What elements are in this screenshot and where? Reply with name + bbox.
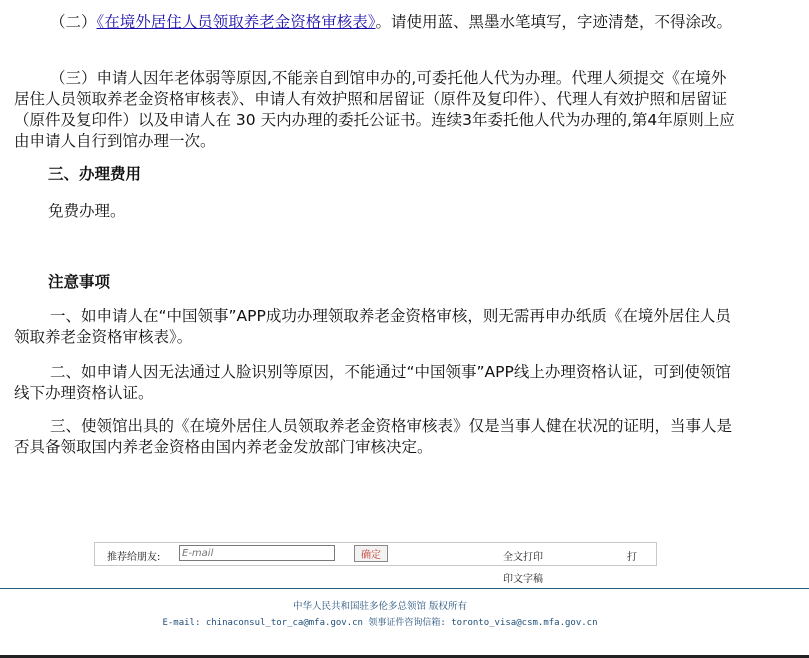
paragraph-suffix: 。请使用蓝、黑墨水笔填写，字迹清楚，不得涂改。 xyxy=(375,13,733,31)
print-text-version-link[interactable]: 印文字稿 xyxy=(503,574,543,585)
footer-contact: E-mail: chinaconsul_tor_ca@mfa.gov.cn 领事证件咨询信箱: toronto_visa@csm.mfa.gov.cn xyxy=(162,618,598,628)
section-fees-body: 免费办理。 xyxy=(48,202,126,220)
print-link[interactable]: 打 xyxy=(627,552,637,563)
email-input[interactable] xyxy=(179,545,335,561)
assessment-form-link[interactable]: 《在境外居住人员领取养老金资格审核表》 xyxy=(96,13,376,31)
paragraph-proxy: （三）申请人因年老体弱等原因,不能亲自到馆申办的,可委托他人代为办理。代理人须提交《在境外居住人员领取养老金资格审核表》、申请人有效护照和居留证（原件及复印件）、代理人有效护照和居留证（原件及复印件）以及申请人在 30 天内办理的委托公证书。连续3年委托他人代为办理的,第4年原则上应由申请人自行到馆办理一次。 xyxy=(14,69,735,150)
note-3: 三、使领馆出具的《在境外居住人员领取养老金资格审核表》仅是当事人健在状况的证明，当事人是否具备领取国内养老金资格由国内养老金发放部门审核决定。 xyxy=(14,417,733,456)
share-label: 推荐给朋友: xyxy=(107,552,161,563)
paragraph-prefix: （二） xyxy=(50,13,97,31)
paragraph-form-requirement xyxy=(14,12,738,33)
footer-copyright: 中华人民共和国驻多伦多总领馆 版权所有 xyxy=(292,601,468,612)
share-with-friend-bar xyxy=(94,542,657,566)
notes-heading: 注意事项 xyxy=(48,273,111,291)
print-full-text-link[interactable]: 全文打印 xyxy=(503,552,543,563)
confirm-button[interactable]: 确定 xyxy=(354,545,388,562)
note-2: 二、如申请人因无法通过人脸识别等原因，不能通过“中国领事”APP线上办理资格认证，可到使领馆线下办理资格认证。 xyxy=(14,363,731,402)
footer-divider xyxy=(0,588,809,589)
note-1: 一、如申请人在“中国领事”APP成功办理领取养老金资格审核，则无需再申办纸质《在境外居住人员领取养老金资格审核表》。 xyxy=(14,307,731,346)
section-fees-heading: 三、办理费用 xyxy=(48,165,142,183)
